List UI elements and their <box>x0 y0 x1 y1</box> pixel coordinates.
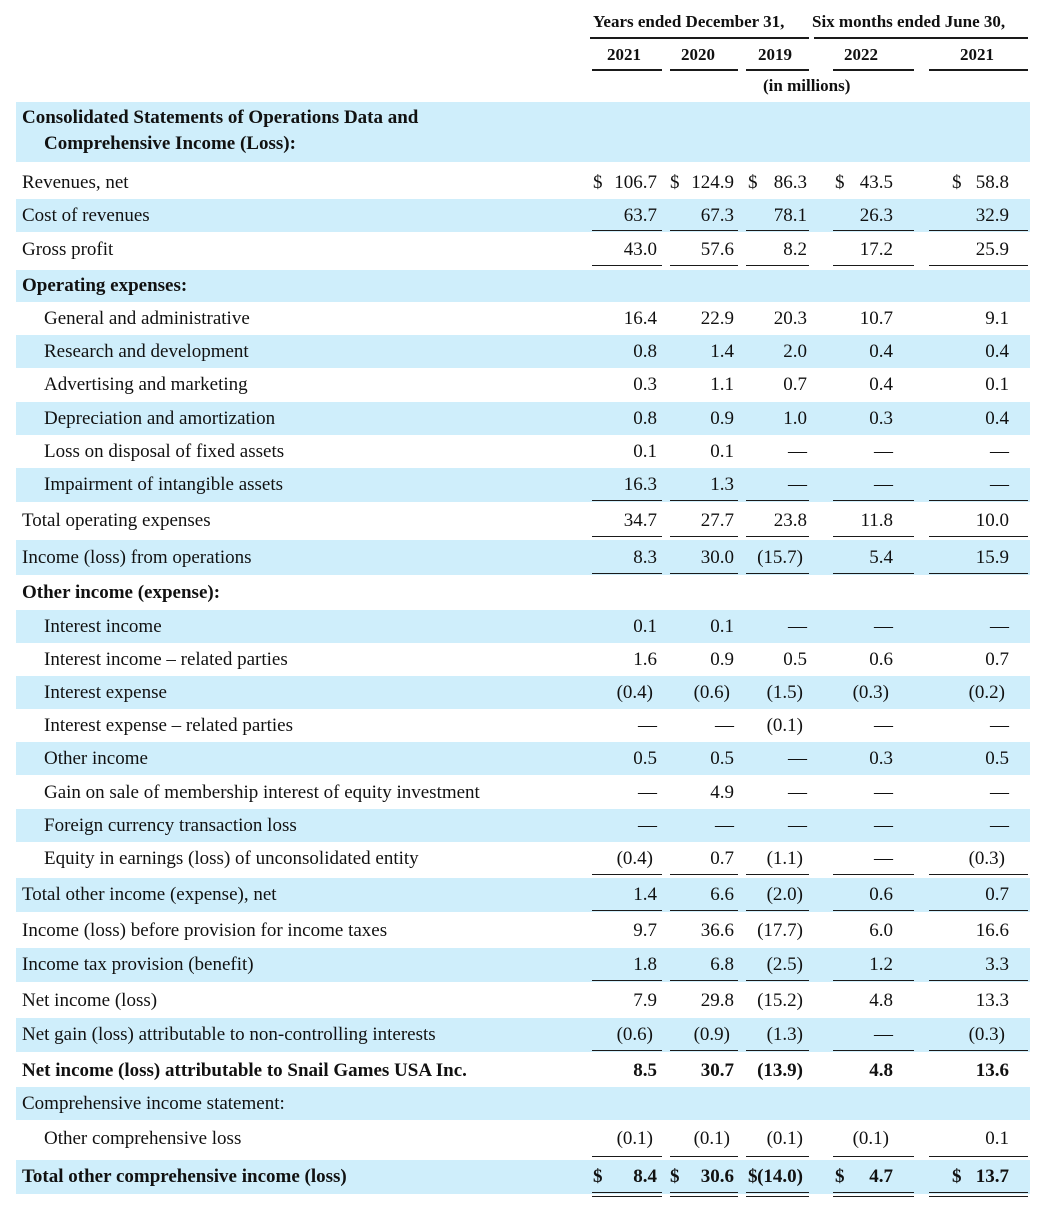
table-row <box>16 167 1030 199</box>
value-cell: 8.3 <box>633 546 657 568</box>
row-label: Income tax provision (benefit) <box>22 954 254 975</box>
table-row <box>16 468 1030 502</box>
underline <box>929 980 1028 981</box>
dollar-sign: $ <box>670 172 680 193</box>
table-row <box>16 914 1030 947</box>
row-label: Equity in earnings (loss) of unconsolidated entity <box>44 848 419 869</box>
row-label: Impairment of intangible assets <box>44 474 284 495</box>
value-cell: 1.4 <box>710 340 734 362</box>
value-cell: 0.4 <box>985 407 1009 429</box>
underline <box>833 874 914 875</box>
double-underline <box>929 1192 1028 1197</box>
header-years-ended: Years ended December 31, <box>593 12 785 31</box>
underline <box>670 874 738 875</box>
value-cell: 11.8 <box>860 510 893 531</box>
value-cell: (1.3) <box>766 1024 803 1045</box>
value-cell: 0.1 <box>710 440 734 462</box>
value-cell: 4.7 <box>869 1166 893 1187</box>
table-row <box>16 1054 1030 1087</box>
value-cell: (14.0) <box>757 1166 803 1187</box>
value-cell: 7.9 <box>633 989 657 1011</box>
value-cell: 16.3 <box>623 474 657 495</box>
dollar-sign: $ <box>952 1166 962 1187</box>
value-cell: 0.7 <box>985 648 1009 670</box>
underline <box>670 230 738 231</box>
table-row <box>16 302 1030 335</box>
col-rule-2020 <box>670 69 738 71</box>
value-cell: 0.1 <box>985 373 1009 395</box>
value-cell: 10.0 <box>975 510 1009 531</box>
value-cell: 8.5 <box>633 1059 657 1081</box>
table-row <box>16 402 1030 435</box>
value-cell: (0.3) <box>968 848 1005 869</box>
table-row <box>16 809 1030 842</box>
value-cell: — <box>874 714 893 736</box>
value-cell: 10.7 <box>859 307 893 329</box>
value-cell: 20.3 <box>773 307 807 329</box>
value-cell: — <box>638 714 657 736</box>
table-row <box>16 335 1030 368</box>
underline <box>746 1156 809 1157</box>
value-cell: 1.1 <box>710 373 734 395</box>
col-rule-2019 <box>746 69 809 71</box>
value-cell: — <box>874 1024 893 1045</box>
value-cell: 0.4 <box>869 373 893 395</box>
value-cell: — <box>788 814 807 836</box>
value-cell: — <box>990 440 1009 462</box>
value-cell: (0.6) <box>693 681 730 703</box>
value-cell: 32.9 <box>975 204 1009 226</box>
value-cell: 9.1 <box>985 307 1009 329</box>
underline <box>592 536 662 537</box>
header-years-rule <box>590 37 809 39</box>
value-cell: (1.5) <box>766 681 803 703</box>
row-label: Net gain (loss) attributable to non-controlling interests <box>22 1024 436 1045</box>
table-row <box>16 1160 1030 1194</box>
value-cell: 67.3 <box>700 204 734 226</box>
value-cell: (15.2) <box>757 989 803 1011</box>
value-cell: — <box>874 781 893 803</box>
value-cell: (17.7) <box>757 919 803 941</box>
table-row <box>16 540 1030 575</box>
underline <box>833 573 914 574</box>
value-cell: — <box>874 615 893 637</box>
value-cell: (0.9) <box>693 1024 730 1045</box>
value-cell: 0.3 <box>633 373 657 395</box>
value-cell: — <box>788 781 807 803</box>
value-cell: 0.1 <box>633 615 657 637</box>
underline <box>746 1050 809 1051</box>
value-cell: 0.1 <box>633 440 657 462</box>
header-six-rule <box>814 37 1028 39</box>
value-cell: (0.1) <box>766 714 803 736</box>
row-label-continued: Comprehensive Income (Loss): <box>44 133 296 154</box>
value-cell: 6.0 <box>869 919 893 941</box>
underline <box>929 500 1028 501</box>
dollar-sign: $ <box>593 1166 603 1187</box>
col-header-2019: 2019 <box>758 45 792 64</box>
table-row <box>16 435 1030 468</box>
row-label: Other income (expense): <box>22 582 221 603</box>
value-cell: 6.6 <box>710 884 734 905</box>
value-cell: 17.2 <box>859 239 893 260</box>
value-cell: 0.5 <box>783 648 807 670</box>
underline <box>670 1156 738 1157</box>
col-rule-2022 <box>833 69 914 71</box>
double-underline <box>670 1192 738 1197</box>
underline <box>746 573 809 574</box>
value-cell: 16.4 <box>623 307 657 329</box>
underline <box>670 910 738 911</box>
value-cell: 3.3 <box>985 954 1009 975</box>
dollar-sign: $ <box>835 1166 845 1187</box>
value-cell: — <box>788 615 807 637</box>
value-cell: 22.9 <box>700 307 734 329</box>
col-rule-2021 <box>592 69 662 71</box>
value-cell: 0.1 <box>985 1128 1009 1149</box>
table-row <box>16 270 1030 302</box>
underline <box>592 265 662 266</box>
underline <box>929 874 1028 875</box>
value-cell: 30.7 <box>700 1059 734 1081</box>
row-label: Loss on disposal of fixed assets <box>44 440 285 462</box>
underline <box>929 1050 1028 1051</box>
value-cell: 0.6 <box>869 648 893 670</box>
value-cell: 9.7 <box>633 919 657 941</box>
value-cell: — <box>990 714 1009 736</box>
underline <box>833 1050 914 1051</box>
underline <box>929 573 1028 574</box>
row-label: Interest income <box>44 615 162 637</box>
value-cell: — <box>990 615 1009 637</box>
value-cell: 25.9 <box>975 239 1009 260</box>
value-cell: 0.3 <box>869 407 893 429</box>
table-row <box>16 1120 1030 1158</box>
dollar-sign: $ <box>748 1166 758 1187</box>
col-header-2021-six: 2021 <box>960 45 994 64</box>
table-row <box>16 1087 1030 1120</box>
row-label: Other income <box>44 747 148 769</box>
unit-label: (in millions) <box>763 76 851 95</box>
dollar-sign: $ <box>670 1166 680 1187</box>
underline <box>929 265 1028 266</box>
value-cell: 1.6 <box>633 648 657 670</box>
underline <box>670 1050 738 1051</box>
table-row <box>16 1018 1030 1052</box>
header-six-months-ended: Six months ended June 30, <box>812 12 1006 31</box>
value-cell: — <box>638 814 657 836</box>
value-cell: 1.2 <box>869 954 893 975</box>
table-row <box>16 504 1030 538</box>
table-row <box>16 948 1030 982</box>
value-cell: (0.1) <box>852 1128 889 1149</box>
underline <box>670 500 738 501</box>
value-cell: 30.0 <box>700 546 734 568</box>
value-cell: 43.0 <box>623 239 657 260</box>
value-cell: 27.7 <box>700 510 734 531</box>
value-cell: (2.5) <box>766 954 803 975</box>
value-cell: 0.1 <box>710 615 734 637</box>
value-cell: — <box>990 814 1009 836</box>
value-cell: — <box>874 440 893 462</box>
value-cell: 16.6 <box>975 919 1009 941</box>
dollar-sign: $ <box>835 172 845 193</box>
row-label: Operating expenses: <box>22 275 188 296</box>
row-label: Interest expense <box>44 681 167 703</box>
value-cell: — <box>874 474 893 495</box>
col-rule-2021-six <box>929 69 1028 71</box>
underline <box>833 980 914 981</box>
value-cell: 13.3 <box>975 989 1009 1011</box>
value-cell: (0.4) <box>616 848 653 869</box>
underline <box>670 573 738 574</box>
value-cell: 106.7 <box>614 172 657 193</box>
table-row <box>16 676 1030 709</box>
value-cell: — <box>715 814 734 836</box>
value-cell: 1.3 <box>710 474 734 495</box>
row-label: Total operating expenses <box>22 510 211 531</box>
value-cell: (0.1) <box>616 1128 653 1149</box>
underline <box>929 230 1028 231</box>
value-cell: 86.3 <box>773 172 807 193</box>
value-cell: 0.5 <box>985 747 1009 769</box>
table-row <box>16 742 1030 775</box>
value-cell: (0.4) <box>616 681 653 703</box>
dollar-sign: $ <box>748 172 758 193</box>
underline <box>746 910 809 911</box>
underline <box>833 500 914 501</box>
value-cell: 0.6 <box>869 884 893 905</box>
value-cell: — <box>788 474 807 495</box>
table-row <box>16 368 1030 401</box>
row-label: Total other income (expense), net <box>22 884 277 905</box>
dollar-sign: $ <box>952 172 962 193</box>
value-cell: 0.4 <box>869 340 893 362</box>
col-header-2022: 2022 <box>844 45 878 64</box>
value-cell: 0.7 <box>710 848 734 869</box>
underline <box>833 536 914 537</box>
double-underline <box>746 1192 809 1197</box>
col-header-2021: 2021 <box>607 45 641 64</box>
value-cell: 0.9 <box>710 407 734 429</box>
underline <box>833 230 914 231</box>
table-row <box>16 102 1030 162</box>
row-label: Interest expense – related parties <box>44 714 293 736</box>
underline <box>592 980 662 981</box>
underline <box>592 910 662 911</box>
value-cell: (1.1) <box>766 848 803 869</box>
col-header-2020: 2020 <box>681 45 715 64</box>
value-cell: 4.8 <box>869 1059 893 1081</box>
value-cell: 6.8 <box>710 954 734 975</box>
row-label: Income (loss) before provision for income taxes <box>22 919 388 941</box>
value-cell: 29.8 <box>700 989 734 1011</box>
row-label: Foreign currency transaction loss <box>44 814 297 836</box>
double-underline <box>592 1192 662 1197</box>
value-cell: — <box>638 781 657 803</box>
row-label: Gross profit <box>22 239 114 260</box>
table-row <box>16 577 1030 609</box>
value-cell: (2.0) <box>766 884 803 905</box>
value-cell: 4.8 <box>869 989 893 1011</box>
value-cell: 8.2 <box>783 239 807 260</box>
row-label: Depreciation and amortization <box>44 407 276 429</box>
value-cell: 30.6 <box>700 1166 734 1187</box>
value-cell: 0.3 <box>869 747 893 769</box>
value-cell: — <box>990 781 1009 803</box>
value-cell: 2.0 <box>783 340 807 362</box>
row-label: Net income (loss) attributable to Snail Games USA Inc. <box>22 1059 467 1081</box>
value-cell: (13.9) <box>757 1059 803 1081</box>
value-cell: 26.3 <box>859 204 893 226</box>
value-cell: 23.8 <box>773 510 807 531</box>
value-cell: 0.7 <box>985 884 1009 905</box>
value-cell: (0.1) <box>766 1128 803 1149</box>
table-row <box>16 776 1030 809</box>
value-cell: (0.2) <box>968 681 1005 703</box>
underline <box>929 910 1028 911</box>
underline <box>592 874 662 875</box>
value-cell: 34.7 <box>623 510 657 531</box>
value-cell: — <box>874 814 893 836</box>
row-label: Revenues, net <box>22 172 129 193</box>
underline <box>929 1156 1028 1157</box>
underline <box>833 265 914 266</box>
value-cell: 8.4 <box>633 1166 657 1187</box>
value-cell: 1.8 <box>633 954 657 975</box>
table-row <box>16 199 1030 232</box>
value-cell: 36.6 <box>700 919 734 941</box>
row-label: Research and development <box>44 340 249 362</box>
underline <box>592 1156 662 1157</box>
value-cell: 78.1 <box>773 204 807 226</box>
value-cell: 1.4 <box>633 884 657 905</box>
underline <box>670 536 738 537</box>
value-cell: 13.6 <box>975 1059 1009 1081</box>
value-cell: 13.7 <box>975 1166 1009 1187</box>
underline <box>929 536 1028 537</box>
value-cell: — <box>788 747 807 769</box>
value-cell: 63.7 <box>623 204 657 226</box>
table-row <box>16 643 1030 676</box>
underline <box>592 230 662 231</box>
value-cell: (0.1) <box>693 1128 730 1149</box>
value-cell: 0.8 <box>633 407 657 429</box>
underline <box>833 910 914 911</box>
value-cell: (0.6) <box>616 1024 653 1045</box>
underline <box>592 573 662 574</box>
row-label: Gain on sale of membership interest of equity investment <box>44 781 480 803</box>
value-cell: 0.8 <box>633 340 657 362</box>
row-label: Income (loss) from operations <box>22 546 252 568</box>
value-cell: 0.9 <box>710 648 734 670</box>
row-label: Advertising and marketing <box>44 373 248 395</box>
underline <box>746 230 809 231</box>
value-cell: (15.7) <box>757 546 803 568</box>
dollar-sign: $ <box>593 172 603 193</box>
row-label: Other comprehensive loss <box>44 1128 242 1149</box>
table-row <box>16 610 1030 643</box>
underline <box>592 1050 662 1051</box>
value-cell: 4.9 <box>710 781 734 803</box>
table-row <box>16 984 1030 1017</box>
value-cell: 43.5 <box>859 172 893 193</box>
underline <box>746 980 809 981</box>
row-label: Interest income – related parties <box>44 648 288 670</box>
row-label: Cost of revenues <box>22 204 150 226</box>
value-cell: (0.3) <box>852 681 889 703</box>
value-cell: 1.0 <box>783 407 807 429</box>
underline <box>746 265 809 266</box>
underline <box>670 265 738 266</box>
table-row <box>16 233 1030 267</box>
underline <box>670 980 738 981</box>
row-label: General and administrative <box>44 307 250 329</box>
row-label: Total other comprehensive income (loss) <box>22 1166 347 1187</box>
underline <box>746 874 809 875</box>
underline <box>746 500 809 501</box>
value-cell: 58.8 <box>975 172 1009 193</box>
value-cell: 0.4 <box>985 340 1009 362</box>
value-cell: — <box>788 440 807 462</box>
double-underline <box>833 1192 914 1197</box>
table-row <box>16 842 1030 876</box>
value-cell: (0.3) <box>968 1024 1005 1045</box>
value-cell: — <box>990 474 1009 495</box>
value-cell: 0.7 <box>783 373 807 395</box>
underline <box>746 536 809 537</box>
value-cell: 5.4 <box>869 546 893 568</box>
row-label: Consolidated Statements of Operations Data and <box>22 107 419 128</box>
value-cell: 124.9 <box>691 172 734 193</box>
value-cell: 0.5 <box>710 747 734 769</box>
value-cell: 15.9 <box>975 546 1009 568</box>
table-row <box>16 709 1030 742</box>
value-cell: — <box>874 848 893 869</box>
row-label: Net income (loss) <box>22 989 158 1011</box>
value-cell: 0.5 <box>633 747 657 769</box>
underline <box>833 1156 914 1157</box>
underline <box>592 500 662 501</box>
row-label: Comprehensive income statement: <box>22 1092 285 1114</box>
value-cell: 57.6 <box>700 239 734 260</box>
table-row <box>16 878 1030 912</box>
value-cell: — <box>715 714 734 736</box>
